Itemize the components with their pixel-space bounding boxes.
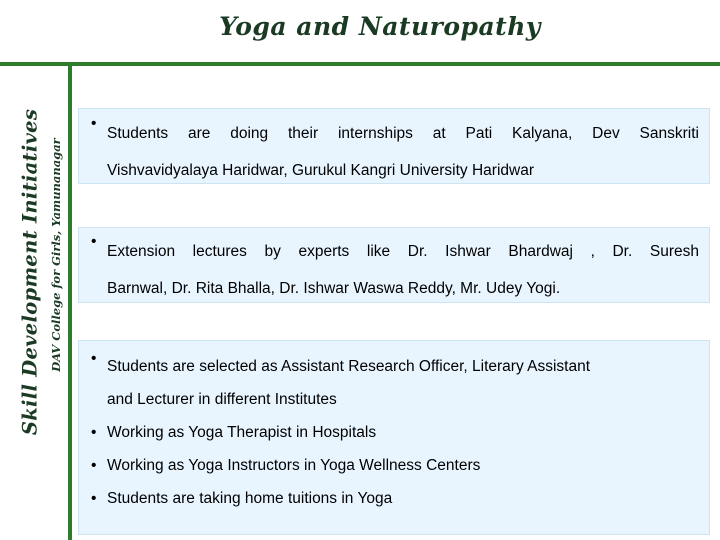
lectures-item xyxy=(87,233,699,307)
placement-item-2: • Working as Yoga Therapist in Hospitals xyxy=(87,416,699,449)
left-divider xyxy=(68,62,72,540)
internship-line-2: Vishvavidyalaya Haridwar, Gurukul Kangri University Haridwar xyxy=(107,162,534,179)
placement-item-1-line-2: and Lecturer in different Institutes xyxy=(107,391,337,408)
placement-item-4: • Students are taking home tuitions in Yoga xyxy=(87,482,699,515)
placements-box xyxy=(78,340,710,535)
placement-item-1 xyxy=(87,350,699,416)
sidebar-main-text: Skill Development Initiatives xyxy=(18,108,42,436)
lectures-line-1: • Extension lectures by experts like Dr. Ishwar Bhardwaj , Dr. Suresh xyxy=(107,243,699,260)
lectures-box xyxy=(78,227,710,303)
internship-box xyxy=(78,108,710,184)
internship-item xyxy=(87,115,699,189)
placement-item-3: • Working as Yoga Instructors in Yoga Wellness Centers xyxy=(87,449,699,482)
internship-line-1: • Students are doing their internships at Pati Kalyana, Dev Sanskriti xyxy=(107,125,699,142)
slide-title: Yoga and Naturopathy xyxy=(219,12,541,41)
lectures-line-2: Barnwal, Dr. Rita Bhalla, Dr. Ishwar Waswa Reddy, Mr. Udey Yogi. xyxy=(107,280,561,297)
top-divider xyxy=(0,62,720,66)
placement-item-1-line-1: • Students are selected as Assistant Research Officer, Literary Assistant xyxy=(107,358,591,375)
sidebar-sub-text: DAV College for Girls, Yamunanagar xyxy=(49,138,63,372)
